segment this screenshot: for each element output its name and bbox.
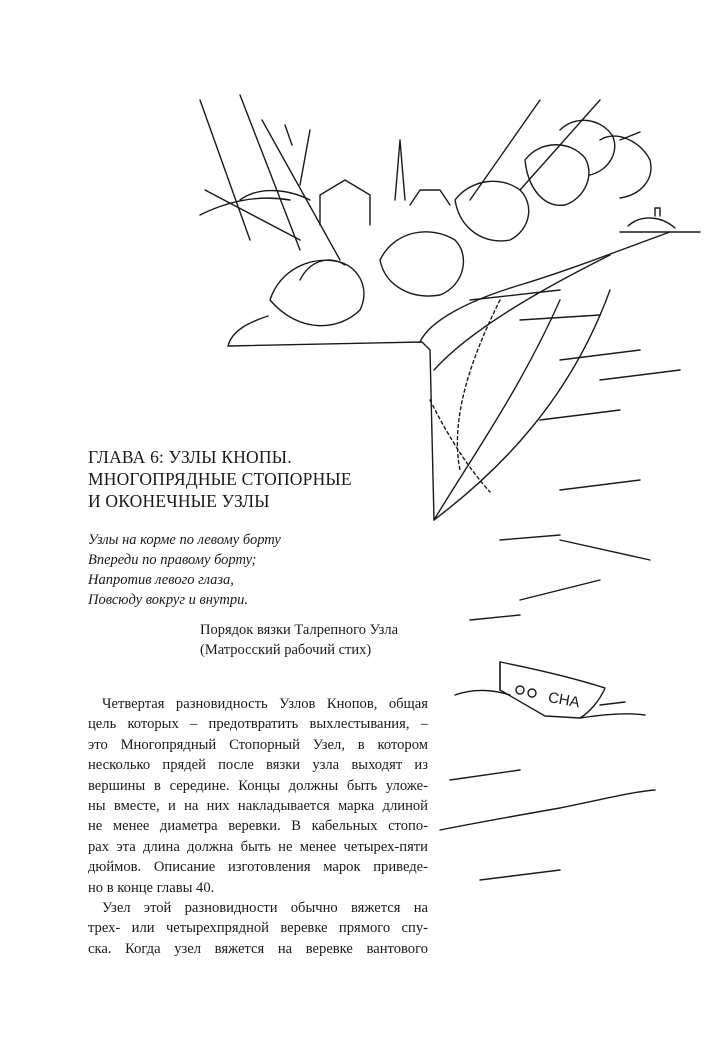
paragraph-1-line: цель которых – предотвратить выхлестывания, –: [88, 716, 428, 733]
attribution-line: Порядок вязки Талрепного Узла: [200, 622, 399, 638]
epigraph-line: Повсюду вокруг и внутри.: [88, 592, 248, 608]
boat-lettering: CHA: [546, 689, 581, 712]
chapter-title-line: ГЛАВА 6: УЗЛЫ КНОПЫ.: [88, 447, 292, 467]
paragraph-1-line: но в конце главы 40.: [88, 879, 215, 896]
paragraph-1-line: дюймов. Описание изготовления марок приведе-: [88, 859, 428, 876]
epigraph-line: Впереди по правому борту;: [88, 552, 257, 568]
body-text: [88, 694, 428, 959]
paragraph-1-line: Четвертая разновидность Узлов Кнопов, общая: [102, 696, 428, 712]
paragraph-2-line: трех- или четырехпрядной веревке прямого спу-: [88, 920, 428, 937]
paragraph-1-line: не менее диаметра веревки. В кабельных стопо-: [88, 818, 428, 835]
sunken-boat-drawing: [440, 662, 655, 880]
paragraph-2-line: Узел этой разновидности обычно вяжется на: [102, 899, 428, 916]
epigraph-line: Напротив левого глаза,: [88, 572, 234, 588]
epigraph: [88, 530, 281, 610]
paragraph-1-line: ны вместе, и на них накладывается марка длиной: [88, 797, 428, 814]
paragraph-1-line: рах эта длина должна быть не менее четырех-пяти: [88, 838, 428, 855]
epigraph-attribution: [200, 620, 398, 660]
paragraph-2-line: ска. Когда узел вяжется на веревке вантового: [88, 940, 428, 957]
paragraph-1-line: несколько прядей после вязки узла выходят из: [88, 757, 428, 774]
paragraph-1-line: это Многопрядный Стопорный Узел, в котором: [88, 736, 428, 753]
chapter-title-line: И ОКОНЕЧНЫЕ УЗЛЫ: [88, 491, 270, 511]
attribution-line: (Матросский рабочий стих): [200, 642, 372, 658]
epigraph-line: Узлы на корме по левому борту: [88, 532, 281, 548]
chapter-title: [88, 446, 388, 512]
paragraph-1-line: вершины в середине. Концы должны быть уложе-: [88, 777, 428, 794]
chapter-title-line: МНОГОПРЯДНЫЕ СТОПОРНЫЕ: [88, 469, 352, 489]
